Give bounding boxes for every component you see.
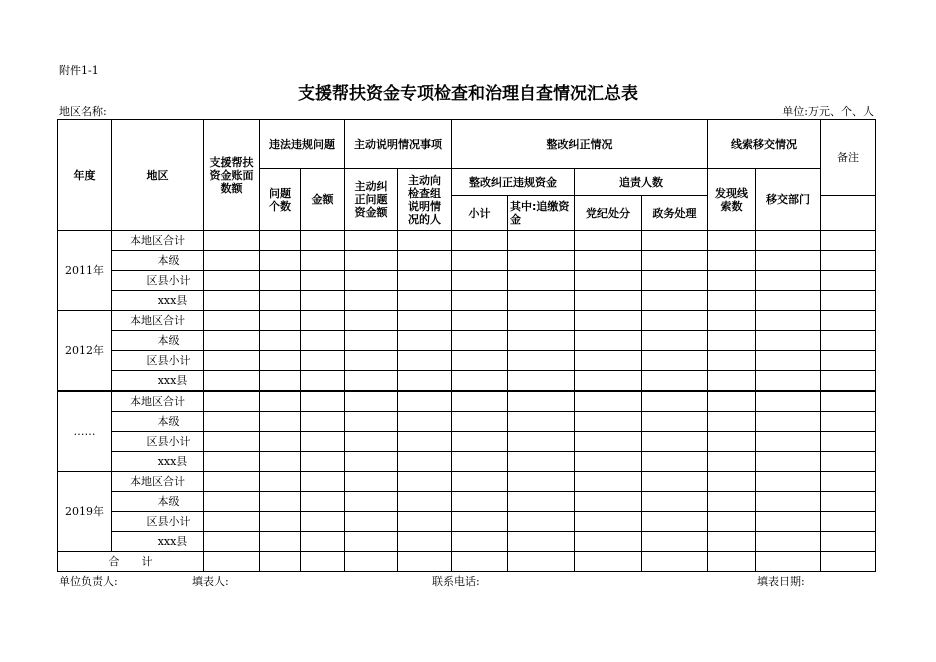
data-cell: [398, 271, 452, 291]
table-row: [58, 452, 876, 472]
data-cell: [398, 291, 452, 311]
table-row: [58, 492, 876, 512]
data-cell: [575, 472, 642, 492]
header-voluntary-people: 主动向检查组说明情况的人: [398, 169, 452, 231]
data-cell: [398, 552, 452, 572]
data-cell: [260, 351, 301, 371]
header-fund-amount: 支援帮扶资金账面数额: [204, 120, 260, 231]
data-cell: [301, 432, 345, 452]
data-cell: [260, 512, 301, 532]
data-cell: [204, 351, 260, 371]
table-row: [58, 231, 876, 251]
data-cell: [756, 351, 821, 371]
data-cell: [204, 271, 260, 291]
data-cell: [204, 291, 260, 311]
data-cell: [508, 432, 575, 452]
header-violation-count: 问题个数: [260, 169, 301, 231]
data-cell: [708, 391, 756, 412]
data-cell: [345, 251, 398, 271]
footer-date: 填表日期:: [757, 575, 805, 588]
data-cell: [708, 472, 756, 492]
data-cell: [301, 251, 345, 271]
footer-phone: 联系电话:: [432, 575, 480, 588]
data-cell: [821, 552, 876, 572]
data-cell: [508, 452, 575, 472]
data-cell: [821, 291, 876, 311]
data-cell: [708, 412, 756, 432]
year-cell: 2011年: [58, 231, 112, 311]
data-cell: [508, 311, 575, 331]
data-cell: [756, 552, 821, 572]
data-cell: [821, 311, 876, 331]
data-cell: [708, 291, 756, 311]
data-cell: [345, 552, 398, 572]
data-cell: [642, 291, 708, 311]
header-voluntary: 主动说明情况事项: [345, 120, 452, 169]
region-cell: 区县小计: [112, 512, 204, 532]
region-cell: xxx县: [112, 532, 204, 552]
data-cell: [260, 271, 301, 291]
data-cell: [452, 472, 508, 492]
data-cell: [452, 412, 508, 432]
data-cell: [821, 391, 876, 412]
data-cell: [756, 331, 821, 351]
data-cell: [204, 532, 260, 552]
data-cell: [345, 351, 398, 371]
data-cell: [642, 311, 708, 331]
data-cell: [821, 231, 876, 251]
data-cell: [708, 271, 756, 291]
data-cell: [508, 472, 575, 492]
data-cell: [575, 432, 642, 452]
data-cell: [708, 351, 756, 371]
data-cell: [708, 452, 756, 472]
data-cell: [452, 231, 508, 251]
data-cell: [575, 492, 642, 512]
data-cell: [642, 412, 708, 432]
header-violation-amount: 金额: [301, 169, 345, 231]
data-cell: [508, 412, 575, 432]
data-cell: [204, 251, 260, 271]
data-cell: [398, 351, 452, 371]
data-cell: [204, 512, 260, 532]
header-remarks: 备注: [821, 120, 876, 196]
data-cell: [204, 492, 260, 512]
header-accountability: 追责人数: [575, 169, 708, 196]
table-row: [58, 472, 876, 492]
data-cell: [204, 412, 260, 432]
data-cell: [345, 391, 398, 412]
table-row: [58, 412, 876, 432]
data-cell: [260, 371, 301, 392]
data-cell: [642, 512, 708, 532]
data-cell: [756, 311, 821, 331]
region-cell: 本地区合计: [112, 472, 204, 492]
data-cell: [756, 391, 821, 412]
data-cell: [642, 532, 708, 552]
data-cell: [508, 291, 575, 311]
data-cell: [575, 351, 642, 371]
region-cell: 本地区合计: [112, 311, 204, 331]
header-party-discipline: 党纪处分: [575, 196, 642, 231]
data-cell: [756, 472, 821, 492]
summary-table: [57, 119, 876, 572]
data-cell: [575, 331, 642, 351]
data-cell: [204, 331, 260, 351]
data-cell: [452, 391, 508, 412]
region-cell: xxx县: [112, 452, 204, 472]
data-cell: [642, 391, 708, 412]
data-cell: [204, 552, 260, 572]
data-cell: [204, 311, 260, 331]
data-cell: [260, 331, 301, 351]
year-cell: 2019年: [58, 472, 112, 552]
data-cell: [301, 412, 345, 432]
data-cell: [642, 452, 708, 472]
attachment-label: 附件1-1: [59, 64, 99, 77]
data-cell: [508, 532, 575, 552]
data-cell: [260, 231, 301, 251]
data-cell: [452, 452, 508, 472]
data-cell: [301, 552, 345, 572]
data-cell: [756, 512, 821, 532]
data-cell: [708, 492, 756, 512]
data-cell: [398, 432, 452, 452]
data-cell: [821, 351, 876, 371]
data-cell: [260, 452, 301, 472]
table-row: [58, 371, 876, 392]
table-row: [58, 331, 876, 351]
region-cell: 区县小计: [112, 351, 204, 371]
data-cell: [301, 271, 345, 291]
data-cell: [260, 291, 301, 311]
data-cell: [301, 452, 345, 472]
data-cell: [204, 391, 260, 412]
table-row: [58, 311, 876, 331]
data-cell: [452, 371, 508, 392]
data-cell: [508, 251, 575, 271]
data-cell: [345, 371, 398, 392]
data-cell: [575, 412, 642, 432]
data-cell: [821, 492, 876, 512]
data-cell: [204, 432, 260, 452]
data-cell: [821, 532, 876, 552]
data-cell: [398, 452, 452, 472]
data-cell: [508, 371, 575, 392]
data-cell: [260, 492, 301, 512]
data-cell: [398, 331, 452, 351]
table-row: [58, 271, 876, 291]
data-cell: [452, 492, 508, 512]
data-cell: [575, 452, 642, 472]
table-row: [58, 251, 876, 271]
data-cell: [345, 452, 398, 472]
data-cell: [821, 271, 876, 291]
data-cell: [708, 371, 756, 392]
table-row: [58, 512, 876, 532]
data-cell: [398, 512, 452, 532]
data-cell: [452, 251, 508, 271]
table-row: [58, 391, 876, 412]
data-cell: [345, 271, 398, 291]
data-cell: [452, 331, 508, 351]
data-cell: [821, 412, 876, 432]
data-cell: [821, 432, 876, 452]
header-rectify: 整改纠正情况: [452, 120, 708, 169]
data-cell: [575, 251, 642, 271]
header-clues-found: 发现线索数: [708, 169, 756, 231]
table-row: [58, 291, 876, 311]
data-cell: [345, 231, 398, 251]
header-row-1: [58, 120, 876, 169]
data-cell: [708, 251, 756, 271]
data-cell: [301, 532, 345, 552]
data-cell: [345, 472, 398, 492]
data-cell: [398, 371, 452, 392]
data-cell: [301, 391, 345, 412]
data-cell: [345, 291, 398, 311]
data-cell: [301, 371, 345, 392]
table-row: [58, 532, 876, 552]
data-cell: [642, 351, 708, 371]
region-cell: 本级: [112, 412, 204, 432]
data-cell: [756, 251, 821, 271]
data-cell: [345, 412, 398, 432]
data-cell: [260, 251, 301, 271]
region-cell: 本级: [112, 251, 204, 271]
data-cell: [756, 532, 821, 552]
data-cell: [398, 532, 452, 552]
header-rectify-funds: 整改纠正违规资金: [452, 169, 575, 196]
data-cell: [260, 311, 301, 331]
data-cell: [345, 512, 398, 532]
data-cell: [575, 291, 642, 311]
data-cell: [508, 231, 575, 251]
data-cell: [508, 331, 575, 351]
data-cell: [260, 391, 301, 412]
data-cell: [398, 412, 452, 432]
footer-leader: 单位负责人:: [59, 575, 118, 588]
data-cell: [642, 552, 708, 572]
data-cell: [398, 492, 452, 512]
data-cell: [508, 351, 575, 371]
data-cell: [301, 351, 345, 371]
data-cell: [821, 452, 876, 472]
header-violations: 违法违规问题: [260, 120, 345, 169]
data-cell: [708, 331, 756, 351]
data-cell: [260, 432, 301, 452]
data-cell: [756, 452, 821, 472]
data-cell: [301, 331, 345, 351]
data-cell: [756, 271, 821, 291]
data-cell: [452, 311, 508, 331]
data-cell: [345, 532, 398, 552]
data-cell: [575, 391, 642, 412]
region-cell: 本地区合计: [112, 231, 204, 251]
total-label: 合 计: [58, 552, 204, 572]
data-cell: [508, 512, 575, 532]
region-cell: xxx县: [112, 371, 204, 392]
data-cell: [398, 251, 452, 271]
region-cell: 区县小计: [112, 271, 204, 291]
data-cell: [204, 231, 260, 251]
data-cell: [708, 552, 756, 572]
data-cell: [508, 271, 575, 291]
data-cell: [708, 311, 756, 331]
data-cell: [642, 251, 708, 271]
data-cell: [708, 231, 756, 251]
region-name-label: 地区名称:: [59, 105, 107, 118]
data-cell: [756, 371, 821, 392]
data-cell: [204, 371, 260, 392]
header-admin-discipline: 政务处理: [642, 196, 708, 231]
unit-label: 单位:万元、个、人: [782, 105, 874, 118]
data-cell: [452, 351, 508, 371]
data-cell: [301, 492, 345, 512]
data-cell: [398, 231, 452, 251]
data-cell: [398, 472, 452, 492]
data-cell: [508, 552, 575, 572]
data-cell: [301, 291, 345, 311]
header-year: 年度: [58, 120, 112, 231]
data-cell: [708, 532, 756, 552]
data-cell: [452, 552, 508, 572]
data-cell: [398, 391, 452, 412]
data-cell: [452, 532, 508, 552]
data-cell: [398, 311, 452, 331]
data-cell: [204, 452, 260, 472]
data-cell: [575, 371, 642, 392]
region-cell: 本级: [112, 331, 204, 351]
table-body: [58, 120, 876, 572]
data-cell: [575, 231, 642, 251]
data-cell: [452, 271, 508, 291]
data-cell: [642, 371, 708, 392]
data-cell: [756, 412, 821, 432]
header-recovered: 其中:追缴资金: [508, 196, 575, 231]
data-cell: [756, 432, 821, 452]
data-cell: [642, 271, 708, 291]
data-cell: [575, 311, 642, 331]
data-cell: [642, 331, 708, 351]
table-row: [58, 351, 876, 371]
header-clues: 线索移交情况: [708, 120, 821, 169]
data-cell: [821, 251, 876, 271]
data-cell: [642, 472, 708, 492]
total-row: [58, 552, 876, 572]
data-cell: [821, 331, 876, 351]
data-cell: [508, 391, 575, 412]
data-cell: [642, 432, 708, 452]
data-cell: [452, 291, 508, 311]
data-cell: [642, 231, 708, 251]
data-cell: [260, 552, 301, 572]
data-cell: [756, 291, 821, 311]
header-region: 地区: [112, 120, 204, 231]
data-cell: [260, 412, 301, 432]
data-cell: [575, 271, 642, 291]
data-cell: [301, 231, 345, 251]
data-cell: [708, 432, 756, 452]
year-cell: 2012年: [58, 311, 112, 392]
header-remarks-blank: [821, 196, 876, 231]
data-cell: [301, 472, 345, 492]
data-cell: [345, 432, 398, 452]
data-cell: [708, 512, 756, 532]
data-cell: [301, 311, 345, 331]
data-cell: [301, 512, 345, 532]
data-cell: [345, 331, 398, 351]
region-cell: 本地区合计: [112, 391, 204, 412]
data-cell: [452, 512, 508, 532]
header-transfer-dept: 移交部门: [756, 169, 821, 231]
data-cell: [575, 532, 642, 552]
data-cell: [260, 472, 301, 492]
year-cell: ……: [58, 391, 112, 472]
data-cell: [756, 231, 821, 251]
data-cell: [642, 492, 708, 512]
data-cell: [204, 472, 260, 492]
region-cell: xxx县: [112, 291, 204, 311]
data-cell: [452, 432, 508, 452]
region-cell: 区县小计: [112, 432, 204, 452]
page-title: 支援帮扶资金专项检查和治理自查情况汇总表: [298, 84, 638, 104]
data-cell: [575, 552, 642, 572]
data-cell: [575, 512, 642, 532]
table-row: [58, 432, 876, 452]
data-cell: [756, 492, 821, 512]
footer-filler: 填表人:: [192, 575, 229, 588]
data-cell: [260, 532, 301, 552]
data-cell: [345, 311, 398, 331]
region-cell: 本级: [112, 492, 204, 512]
header-subtotal: 小计: [452, 196, 508, 231]
data-cell: [821, 371, 876, 392]
data-cell: [345, 492, 398, 512]
header-voluntary-fix-amount: 主动纠正问题资金额: [345, 169, 398, 231]
data-cell: [821, 512, 876, 532]
data-cell: [821, 472, 876, 492]
data-cell: [508, 492, 575, 512]
